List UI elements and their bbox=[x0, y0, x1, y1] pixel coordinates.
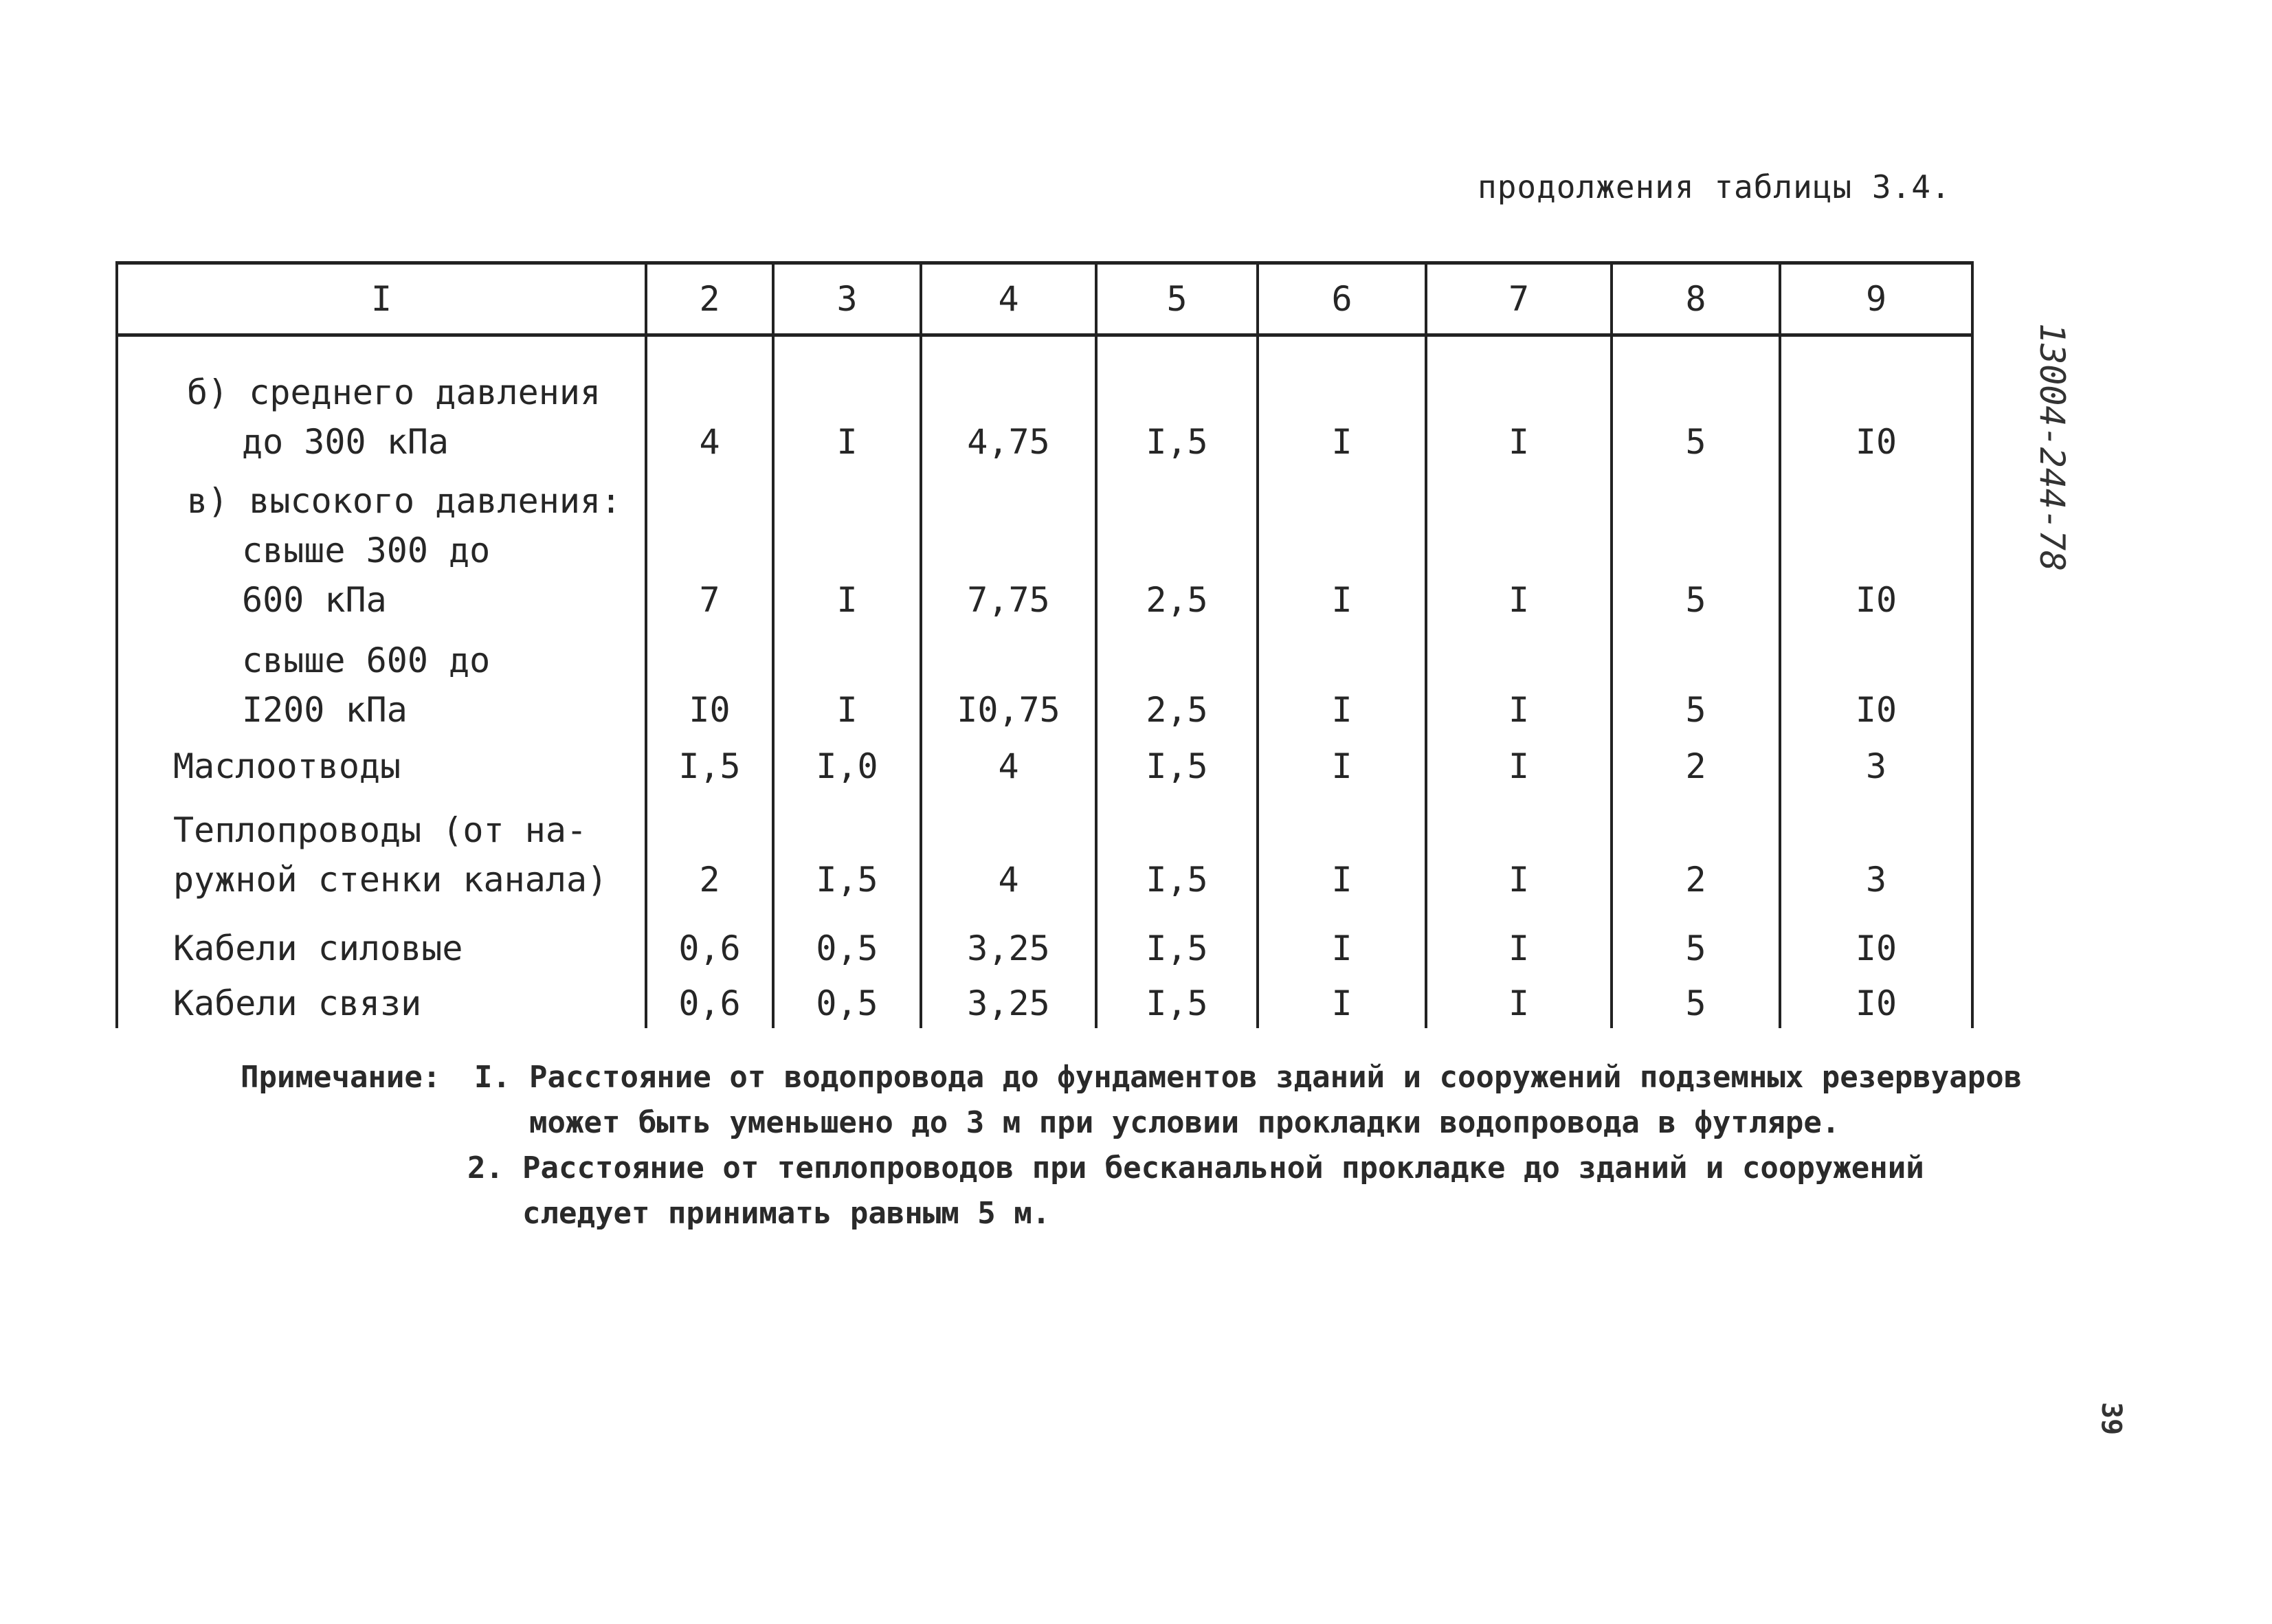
row-label bbox=[117, 973, 646, 1028]
table-cell: I bbox=[773, 467, 921, 625]
row-label-line: ружной стенки канала) bbox=[173, 860, 608, 900]
row-label-line: Кабели связи bbox=[173, 983, 422, 1023]
row-label-line: Маслоотводы bbox=[173, 746, 401, 786]
table-cell: 0,6 bbox=[646, 904, 773, 973]
row-label bbox=[117, 625, 646, 735]
note-item bbox=[241, 1055, 2027, 1146]
table-cell: I bbox=[1426, 904, 1612, 973]
row-label bbox=[117, 467, 646, 625]
note-item bbox=[241, 1146, 2027, 1236]
note-text: Расстояние от теплопроводов при бесканальной прокладке до зданий и сооружений следует принимать равным 5 м. bbox=[522, 1150, 1924, 1231]
table-cell: I bbox=[1426, 467, 1612, 625]
column-header: 9 bbox=[1780, 263, 1972, 335]
table-cell: I0,75 bbox=[921, 625, 1096, 735]
table-cell: I0 bbox=[1780, 904, 1972, 973]
table-cell: I,5 bbox=[1096, 735, 1258, 791]
table-cell: 0,5 bbox=[773, 904, 921, 973]
table-cell: I bbox=[1426, 973, 1612, 1028]
table-cell: I bbox=[1426, 335, 1612, 467]
column-header: 5 bbox=[1096, 263, 1258, 335]
table-cell: 5 bbox=[1612, 973, 1780, 1028]
table-continuation-caption: продолжения таблицы 3.4. bbox=[1478, 168, 1951, 205]
table-cell: 7,75 bbox=[921, 467, 1096, 625]
page-number: 39 bbox=[2095, 1402, 2127, 1436]
table-cell: I0 bbox=[646, 625, 773, 735]
notes-section bbox=[241, 1055, 2027, 1236]
margin-document-code: 13004-244-78 bbox=[2032, 323, 2072, 572]
table-cell: 2 bbox=[1612, 791, 1780, 904]
table-cell: I,5 bbox=[646, 735, 773, 791]
row-label-line: до 300 кПа bbox=[242, 422, 449, 462]
note-number: 2. bbox=[467, 1150, 504, 1186]
table-cell: I,5 bbox=[1096, 791, 1258, 904]
table-row bbox=[117, 973, 1972, 1028]
table-cell: 0,6 bbox=[646, 973, 773, 1028]
table-cell: I bbox=[1258, 904, 1426, 973]
table-cell: I bbox=[773, 625, 921, 735]
table-cell: 5 bbox=[1612, 904, 1780, 973]
table-cell: I bbox=[773, 335, 921, 467]
row-label-line: 600 кПа bbox=[242, 580, 387, 620]
table-cell: 4 bbox=[921, 791, 1096, 904]
table-cell: I bbox=[1258, 335, 1426, 467]
table-row bbox=[117, 735, 1972, 791]
notes-heading: Примечание: bbox=[241, 1060, 441, 1095]
table-row bbox=[117, 335, 1972, 467]
table-cell: I bbox=[1426, 791, 1612, 904]
table-cell: 2,5 bbox=[1096, 467, 1258, 625]
table-cell: 5 bbox=[1612, 467, 1780, 625]
table-cell: 3,25 bbox=[921, 973, 1096, 1028]
table-cell: 3,25 bbox=[921, 904, 1096, 973]
row-label bbox=[117, 735, 646, 791]
table-cell: I,5 bbox=[773, 791, 921, 904]
row-label-line: Теплопроводы (от на- bbox=[173, 810, 588, 850]
column-header: 8 bbox=[1612, 263, 1780, 335]
column-header: 4 bbox=[921, 263, 1096, 335]
table-cell: I,0 bbox=[773, 735, 921, 791]
table-cell: 5 bbox=[1612, 335, 1780, 467]
table-row bbox=[117, 625, 1972, 735]
table-cell: I0 bbox=[1780, 625, 1972, 735]
table-cell: I0 bbox=[1780, 973, 1972, 1028]
row-label bbox=[117, 791, 646, 904]
table-cell: I0 bbox=[1780, 335, 1972, 467]
table-header-row bbox=[117, 263, 1972, 335]
table-row bbox=[117, 791, 1972, 904]
table-cell: I bbox=[1258, 973, 1426, 1028]
column-header: 2 bbox=[646, 263, 773, 335]
column-header: 3 bbox=[773, 263, 921, 335]
table-cell: 0,5 bbox=[773, 973, 921, 1028]
distance-table-frame bbox=[115, 261, 1971, 1023]
table-cell: 2,5 bbox=[1096, 625, 1258, 735]
table-row bbox=[117, 904, 1972, 973]
table-cell: 2 bbox=[1612, 735, 1780, 791]
table-cell: 4 bbox=[921, 735, 1096, 791]
note-text: Расстояние от водопровода до фундаментов зданий и сооружений подземных резервуаров может быть уменьшено до 3 м при условии прокладки водопровода в футляре. bbox=[529, 1060, 2023, 1140]
table-cell: I,5 bbox=[1096, 904, 1258, 973]
column-header: 7 bbox=[1426, 263, 1612, 335]
table-cell: I bbox=[1426, 625, 1612, 735]
row-label bbox=[117, 335, 646, 467]
table-cell: I bbox=[1258, 625, 1426, 735]
row-label bbox=[117, 904, 646, 973]
table-cell: 4 bbox=[646, 335, 773, 467]
table-cell: I bbox=[1426, 735, 1612, 791]
table-cell: 4,75 bbox=[921, 335, 1096, 467]
table-cell: I bbox=[1258, 467, 1426, 625]
note-number: I. bbox=[474, 1060, 511, 1095]
row-label-line: I200 кПа bbox=[242, 690, 408, 730]
table-cell: I,5 bbox=[1096, 335, 1258, 467]
table-cell: I,5 bbox=[1096, 973, 1258, 1028]
table-cell: 7 bbox=[646, 467, 773, 625]
table-cell: 3 bbox=[1780, 735, 1972, 791]
distance-table bbox=[115, 261, 1974, 1028]
table-cell: 2 bbox=[646, 791, 773, 904]
column-header: I bbox=[117, 263, 646, 335]
table-cell: I0 bbox=[1780, 467, 1972, 625]
table-cell: I bbox=[1258, 735, 1426, 791]
row-label-line: свыше 600 до bbox=[242, 641, 491, 680]
column-header: 6 bbox=[1258, 263, 1426, 335]
table-cell: 5 bbox=[1612, 625, 1780, 735]
row-label-line: б) среднего давления bbox=[187, 372, 601, 412]
table-cell: I bbox=[1258, 791, 1426, 904]
row-label-line: свыше 300 до bbox=[242, 531, 491, 570]
table-row bbox=[117, 467, 1972, 625]
table-cell: 3 bbox=[1780, 791, 1972, 904]
row-label-line: Кабели силовые bbox=[173, 928, 463, 968]
row-label-line: в) высокого давления: bbox=[187, 481, 622, 521]
